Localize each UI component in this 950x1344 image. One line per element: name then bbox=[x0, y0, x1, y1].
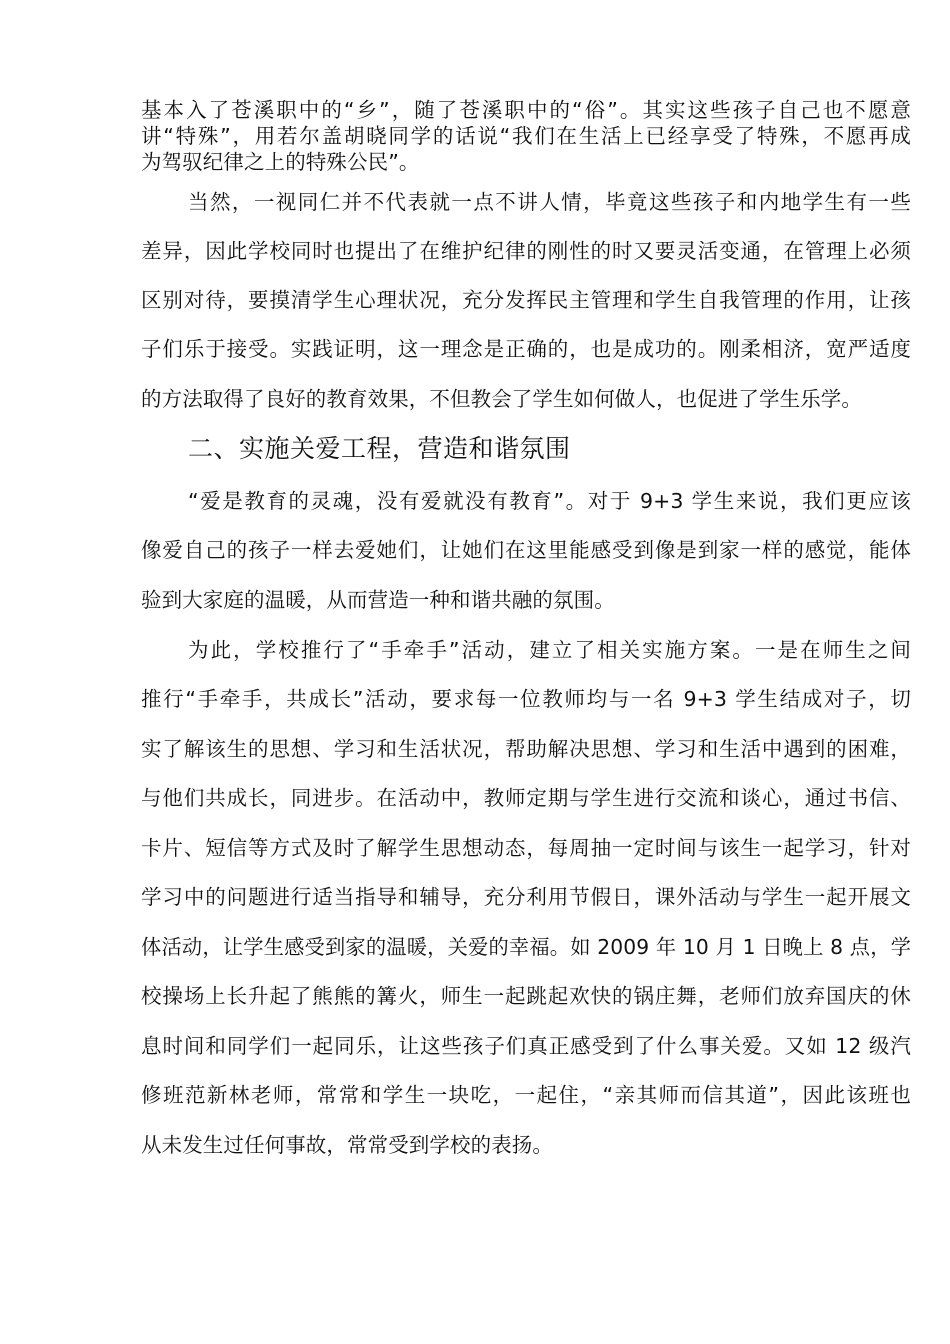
text-line: 校操场上长升起了熊熊的篝火，师生一起跳起欢快的锅庄舞，老师们放弃国庆的休 bbox=[141, 984, 911, 1008]
text-line: 为驾驭纪律之上的特殊公民”。 bbox=[141, 150, 420, 174]
text-line: 学习中的问题进行适当指导和辅导，充分利用节假日，课外活动与学生一起开展文 bbox=[141, 885, 911, 909]
text-line: 与他们共成长，同进步。在活动中，教师定期与学生进行交流和谈心，通过书信、 bbox=[141, 786, 911, 810]
text-line: 卡片、短信等方式及时了解学生思想动态，每周抽一定时间与该生一起学习，针对 bbox=[141, 836, 911, 860]
text-line: 实了解该生的思想、学习和生活状况，帮助解决思想、学习和生活中遇到的困难， bbox=[141, 737, 911, 761]
text-line: 从未发生过任何事故，常常受到学校的表扬。 bbox=[141, 1133, 553, 1157]
text-line: 为此，学校推行了“手牵手”活动，建立了相关实施方案。一是在师生之间 bbox=[188, 638, 911, 662]
text-line: 基本入了苍溪职中的“乡”，随了苍溪职中的“俗”。其实这些孩子自己也不愿意 bbox=[141, 98, 911, 122]
text-line: 息时间和同学们一起同乐，让这些孩子们真正感受到了什么事关爱。又如 12 级汽 bbox=[141, 1034, 911, 1058]
text-line: 验到大家庭的温暖，从而营造一种和谐共融的氛围。 bbox=[141, 588, 615, 612]
text-line: 当然，一视同仁并不代表就一点不讲人情，毕竟这些孩子和内地学生有一些 bbox=[188, 190, 911, 214]
text-line: 子们乐于接受。实践证明，这一理念是正确的，也是成功的。刚柔相济，宽严适度 bbox=[141, 337, 911, 361]
text-line: 像爱自己的孩子一样去爱她们，让她们在这里能感受到像是到家一样的感觉，能体 bbox=[141, 538, 911, 562]
text-line: 修班范新林老师，常常和学生一块吃，一起住，“亲其师而信其道”，因此该班也 bbox=[141, 1083, 911, 1107]
text-line: 体活动，让学生感受到家的温暖，关爱的幸福。如 2009 年 10 月 1 日晚上 8 点，学 bbox=[141, 935, 911, 959]
text-line: 区别对待，要摸清学生心理状况，充分发挥民主管理和学生自我管理的作用，让孩 bbox=[141, 288, 911, 312]
text-line: “爱是教育的灵魂，没有爱就没有教育”。对于 9+3 学生来说，我们更应该 bbox=[188, 489, 911, 513]
text-line: 推行“手牵手，共成长”活动，要求每一位教师均与一名 9+3 学生结成对子，切 bbox=[141, 687, 911, 711]
section-heading: 二、实施关爱工程，营造和谐氛围 bbox=[188, 434, 571, 463]
text-line: 的方法取得了良好的教育效果，不但教会了学生如何做人，也促进了学生乐学。 bbox=[141, 387, 862, 411]
text-line: 差异，因此学校同时也提出了在维护纪律的刚性的时又要灵活变通，在管理上必须 bbox=[141, 239, 911, 263]
text-line: 讲“特殊”，用若尔盖胡晓同学的话说“我们在生活上已经享受了特殊，不愿再成 bbox=[141, 124, 911, 148]
